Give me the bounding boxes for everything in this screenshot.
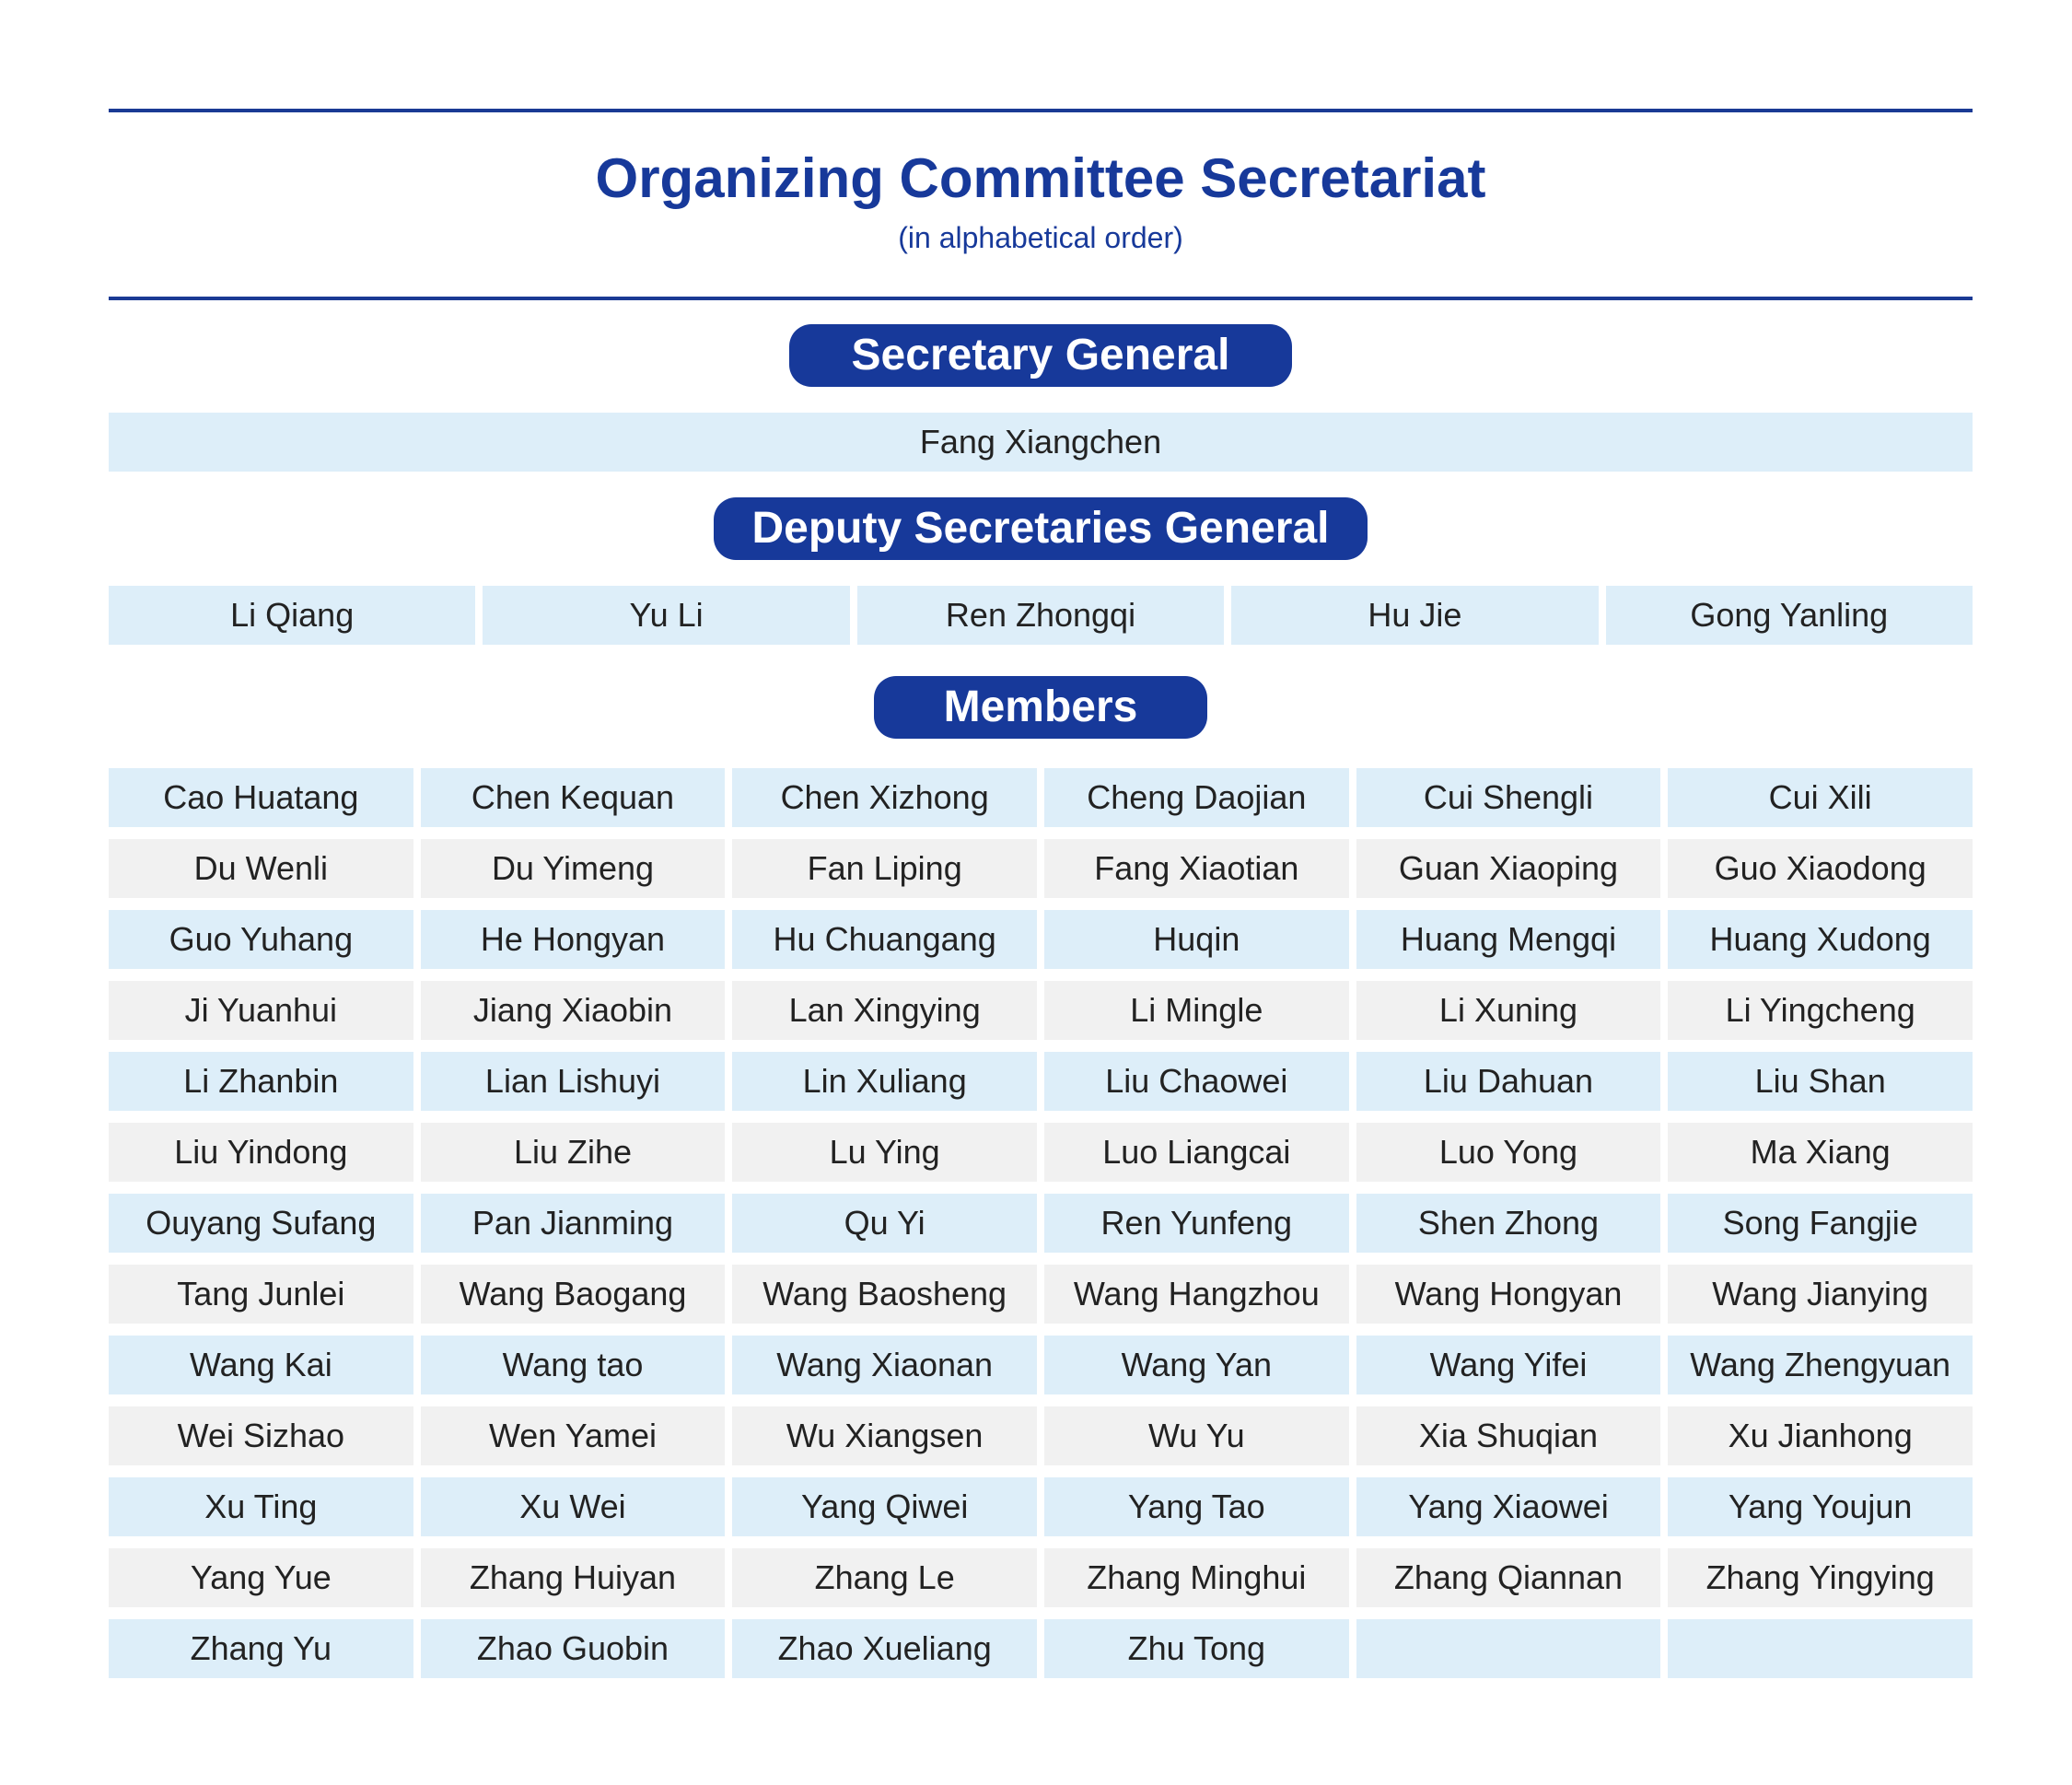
member-name: Li Xuning — [1356, 981, 1661, 1040]
member-name: Xu Ting — [109, 1477, 413, 1536]
member-name: Fang Xiaotian — [1044, 839, 1349, 898]
member-name: Ma Xiang — [1668, 1123, 1973, 1182]
deputy-section-head — [109, 497, 1973, 560]
member-name: Wu Yu — [1044, 1406, 1349, 1465]
member-name: Xu Jianhong — [1668, 1406, 1973, 1465]
page-header — [109, 112, 1973, 297]
member-name: Lu Ying — [732, 1123, 1037, 1182]
member-name: Shen Zhong — [1356, 1194, 1661, 1253]
member-name: Liu Yindong — [109, 1123, 413, 1182]
member-name: He Hongyan — [421, 910, 726, 969]
members-heading: Members — [874, 676, 1207, 739]
member-name: Wen Yamei — [421, 1406, 726, 1465]
member-name: Zhang Qiannan — [1356, 1548, 1661, 1607]
deputy-name: Ren Zhongqi — [857, 586, 1224, 645]
member-name: Luo Liangcai — [1044, 1123, 1349, 1182]
member-name: Lan Xingying — [732, 981, 1037, 1040]
deputy-name: Hu Jie — [1231, 586, 1598, 645]
member-name: Yang Yue — [109, 1548, 413, 1607]
bottom-rule — [109, 297, 1973, 300]
member-name: Hu Chuangang — [732, 910, 1037, 969]
deputy-name: Gong Yanling — [1606, 586, 1973, 645]
member-name: Zhang Yu — [109, 1619, 413, 1678]
member-name: Yang Xiaowei — [1356, 1477, 1661, 1536]
member-name: Lian Lishuyi — [421, 1052, 726, 1111]
member-name: Cui Shengli — [1356, 768, 1661, 827]
member-name: Cui Xili — [1668, 768, 1973, 827]
member-name: Zhang Huiyan — [421, 1548, 726, 1607]
member-name: Du Yimeng — [421, 839, 726, 898]
member-name: Fan Liping — [732, 839, 1037, 898]
secretary-general-heading: Secretary General — [789, 324, 1292, 387]
secretariat-page — [109, 109, 1973, 1678]
member-name: Ji Yuanhui — [109, 981, 413, 1040]
member-name: Wang Baogang — [421, 1265, 726, 1324]
member-name: Lin Xuliang — [732, 1052, 1037, 1111]
member-name: Liu Chaowei — [1044, 1052, 1349, 1111]
member-name: Wang Yan — [1044, 1336, 1349, 1394]
member-name: Zhao Guobin — [421, 1619, 726, 1678]
member-name: Zhang Le — [732, 1548, 1037, 1607]
member-name: Li Mingle — [1044, 981, 1349, 1040]
member-name: Wang Kai — [109, 1336, 413, 1394]
member-name: Zhao Xueliang — [732, 1619, 1037, 1678]
deputy-secretaries-general-list — [109, 586, 1973, 645]
member-name: Xia Shuqian — [1356, 1406, 1661, 1465]
member-name: Wu Xiangsen — [732, 1406, 1037, 1465]
member-name: Cheng Daojian — [1044, 768, 1349, 827]
member-name: Huang Mengqi — [1356, 910, 1661, 969]
member-name: Du Wenli — [109, 839, 413, 898]
member-name: Wang Hongyan — [1356, 1265, 1661, 1324]
member-name: Yang Qiwei — [732, 1477, 1037, 1536]
members-section-head — [109, 676, 1973, 739]
members-list — [109, 768, 1973, 1678]
member-name: Yang Youjun — [1668, 1477, 1973, 1536]
member-name: Jiang Xiaobin — [421, 981, 726, 1040]
member-name: Wang Xiaonan — [732, 1336, 1037, 1394]
member-name: Qu Yi — [732, 1194, 1037, 1253]
member-name: Wang Jianying — [1668, 1265, 1973, 1324]
member-name: Chen Xizhong — [732, 768, 1037, 827]
member-name: Wang tao — [421, 1336, 726, 1394]
member-name: Zhang Yingying — [1668, 1548, 1973, 1607]
deputy-name: Li Qiang — [109, 586, 475, 645]
member-name: Xu Wei — [421, 1477, 726, 1536]
member-name: Liu Dahuan — [1356, 1052, 1661, 1111]
member-name: Liu Zihe — [421, 1123, 726, 1182]
member-name: Li Zhanbin — [109, 1052, 413, 1111]
member-name: Wang Zhengyuan — [1668, 1336, 1973, 1394]
secretary-general-section-head — [109, 324, 1973, 387]
member-name: Luo Yong — [1356, 1123, 1661, 1182]
member-name: Guo Yuhang — [109, 910, 413, 969]
page-subtitle: (in alphabetical order) — [898, 221, 1183, 254]
member-name: Guan Xiaoping — [1356, 839, 1661, 898]
secretary-general-list — [109, 413, 1973, 472]
member-name: Ren Yunfeng — [1044, 1194, 1349, 1253]
member-name: Yang Tao — [1044, 1477, 1349, 1536]
member-name: Tang Junlei — [109, 1265, 413, 1324]
member-name: Wei Sizhao — [109, 1406, 413, 1465]
deputy-name: Yu Li — [483, 586, 849, 645]
member-name: Chen Kequan — [421, 768, 726, 827]
member-name: Huqin — [1044, 910, 1349, 969]
member-name: Li Yingcheng — [1668, 981, 1973, 1040]
member-name: Liu Shan — [1668, 1052, 1973, 1111]
member-name: Wang Yifei — [1356, 1336, 1661, 1394]
member-name: Zhang Minghui — [1044, 1548, 1349, 1607]
member-name — [1356, 1619, 1661, 1678]
member-name: Guo Xiaodong — [1668, 839, 1973, 898]
member-name: Pan Jianming — [421, 1194, 726, 1253]
deputy-secretaries-general-heading: Deputy Secretaries General — [714, 497, 1368, 560]
member-name: Wang Hangzhou — [1044, 1265, 1349, 1324]
member-name: Wang Baosheng — [732, 1265, 1037, 1324]
member-name: Ouyang Sufang — [109, 1194, 413, 1253]
member-name: Zhu Tong — [1044, 1619, 1349, 1678]
secretary-general-name: Fang Xiangchen — [109, 413, 1973, 472]
member-name: Huang Xudong — [1668, 910, 1973, 969]
member-name: Song Fangjie — [1668, 1194, 1973, 1253]
page-title: Organizing Committee Secretariat — [595, 147, 1486, 209]
member-name — [1668, 1619, 1973, 1678]
member-name: Cao Huatang — [109, 768, 413, 827]
